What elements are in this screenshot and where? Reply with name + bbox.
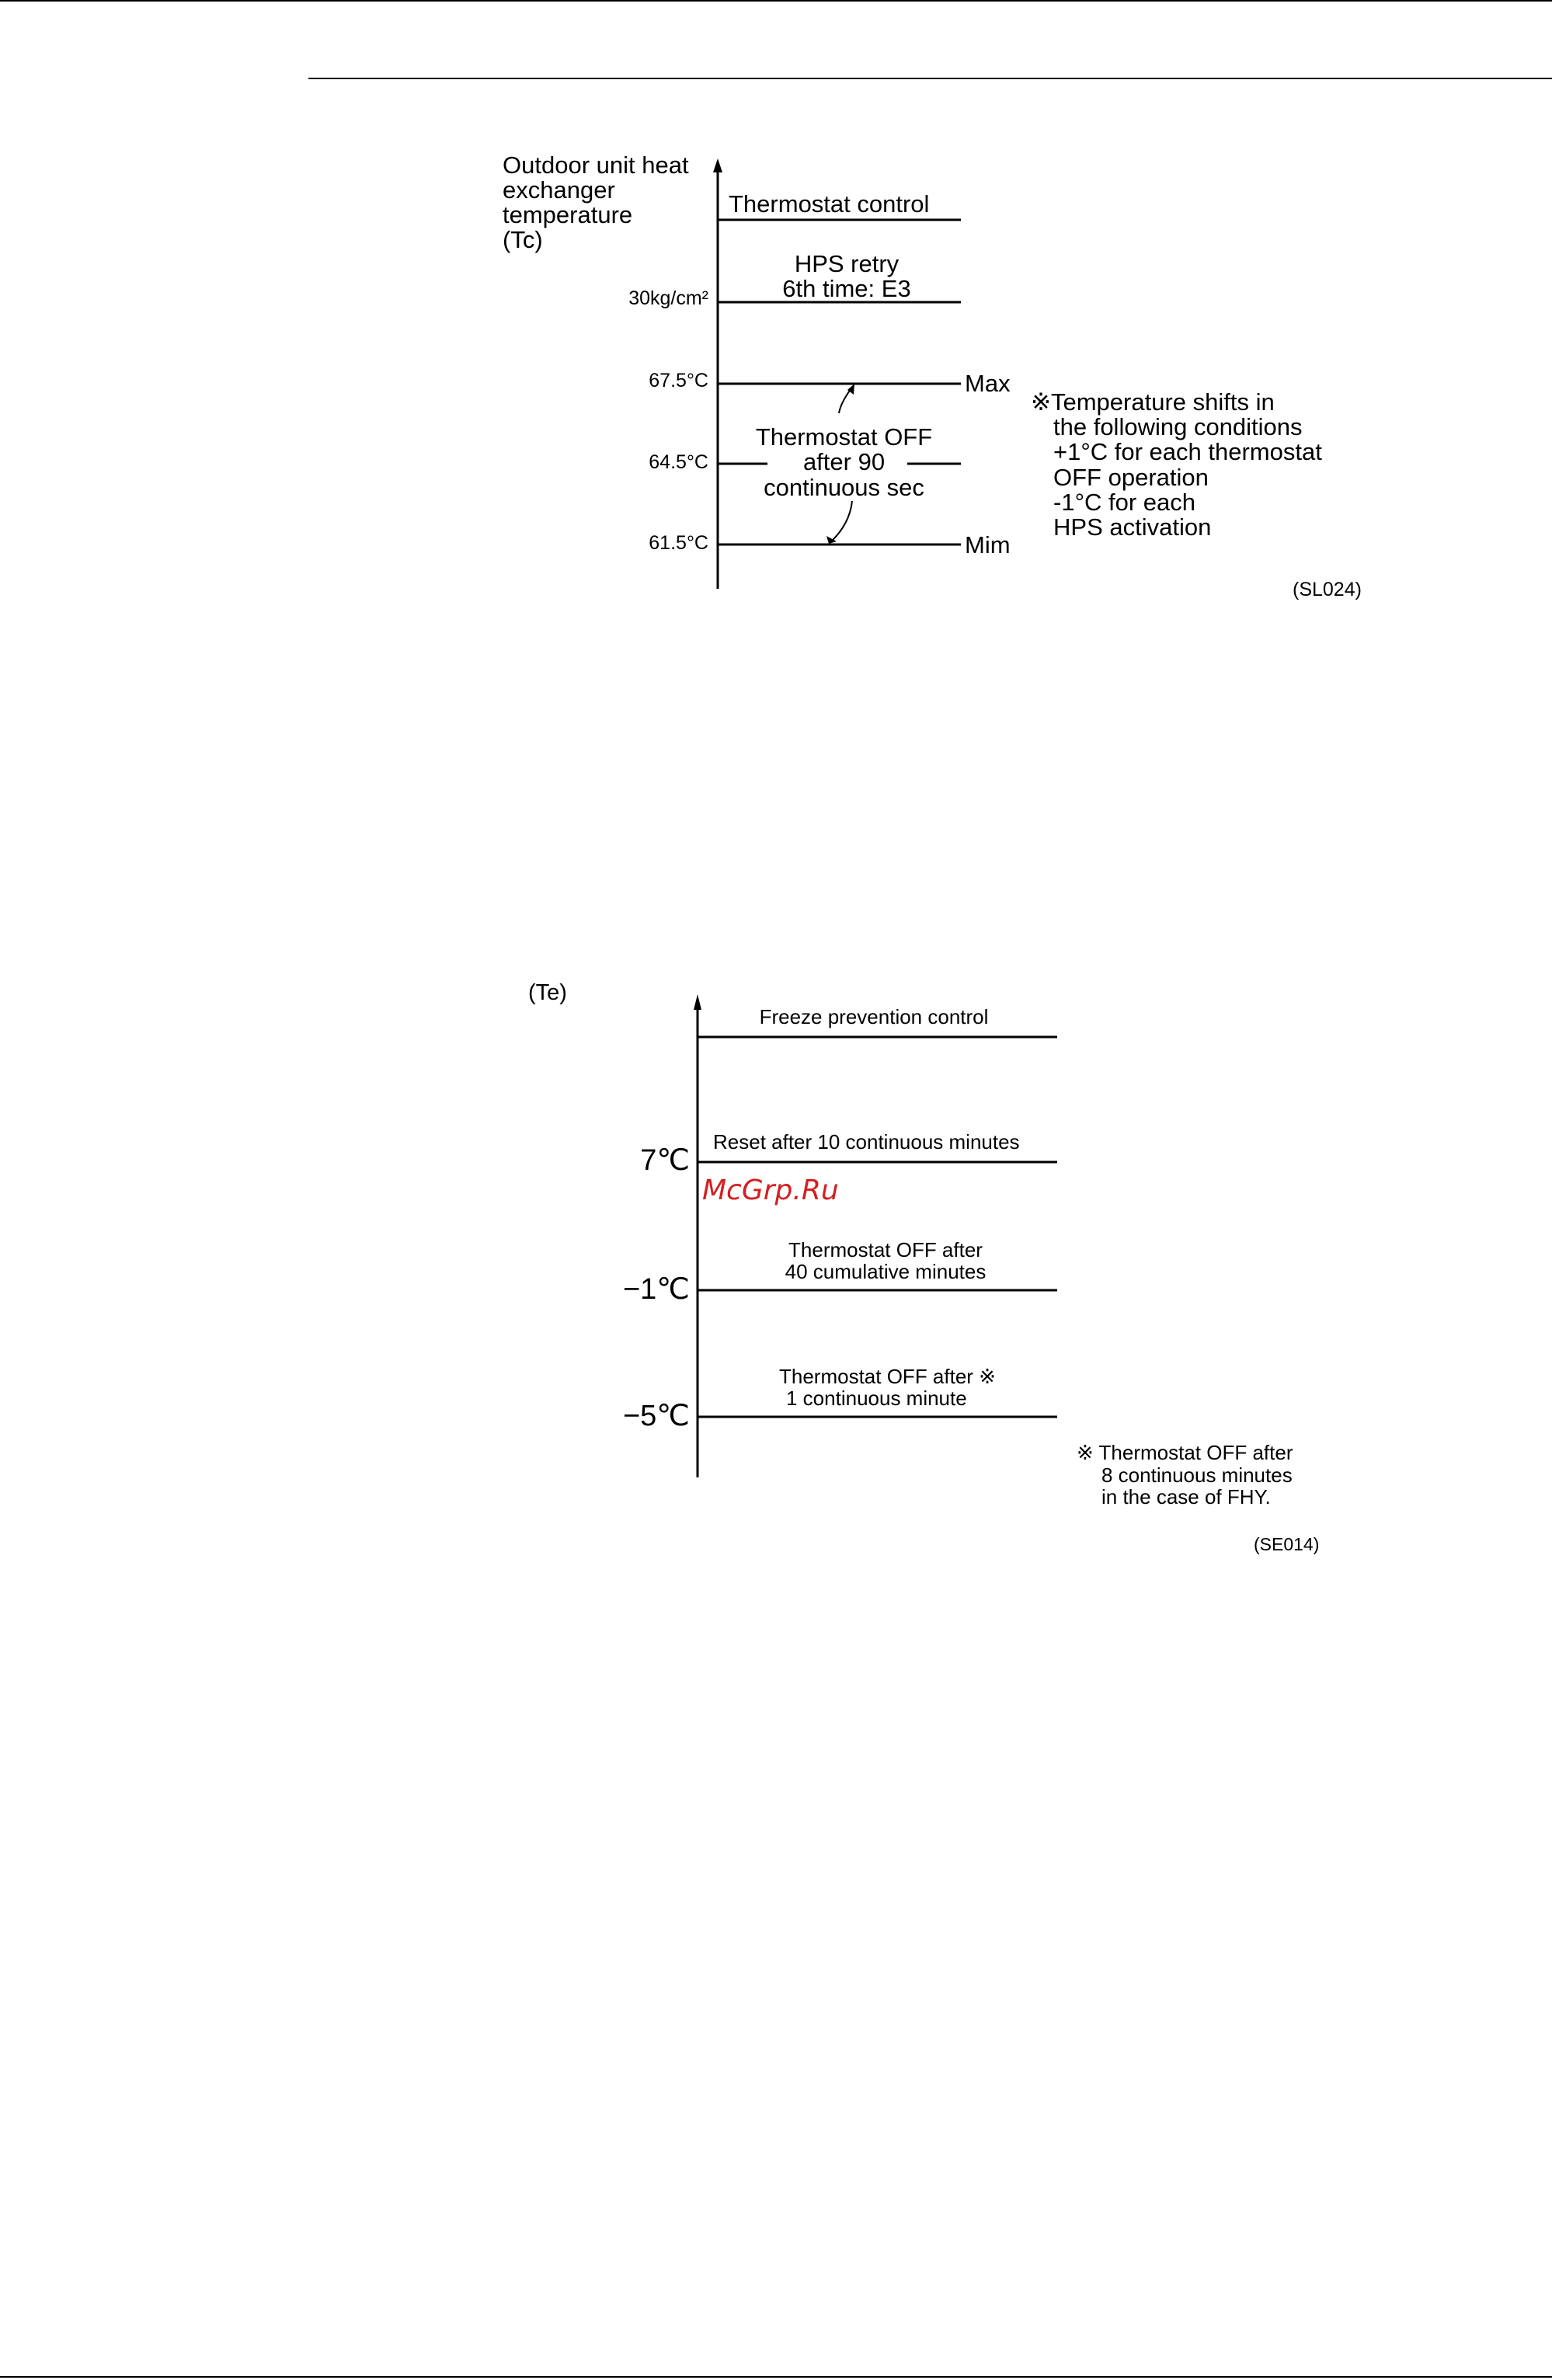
diagram1-zone-thermo-3: continuous sec xyxy=(764,474,924,501)
diagram2-level-7: 7℃ xyxy=(640,1144,690,1177)
diagram1-note-1: ※Temperature shifts in xyxy=(1031,388,1275,416)
diagram1-level-64: 64.5°C xyxy=(649,451,708,473)
diagram1-level-61: 61.5°C xyxy=(649,532,708,554)
diagram1-note-5: -1°C for each xyxy=(1053,489,1195,516)
diagram1-ylabel-4: (Tc) xyxy=(503,226,543,253)
watermark: McGrp.Ru xyxy=(702,1174,839,1206)
diagram1-zone-hps-1: HPS retry xyxy=(794,250,900,277)
diagram1-ylabel-1: Outdoor unit heat xyxy=(503,151,689,179)
diagram2-note-2: 8 continuous minutes xyxy=(1101,1463,1293,1487)
diagram2-code: (SE014) xyxy=(1254,1534,1320,1554)
diagram1-note-3: +1°C for each thermostat xyxy=(1053,438,1322,465)
diagram1-zone-thermo-1: Thermostat OFF xyxy=(755,423,933,451)
diagram1-note-4: OFF operation xyxy=(1053,464,1209,491)
diagram2-axis-label: (Te) xyxy=(528,980,567,1005)
diagram2-note-3: in the case of FHY. xyxy=(1101,1485,1271,1508)
diagram1-marker-min: Mim xyxy=(965,531,1011,558)
diagram2-zone-40-1: Thermostat OFF after xyxy=(788,1238,983,1261)
diagram1-zone-thermostat-control: Thermostat control xyxy=(729,190,930,217)
diagram1-ylabel-2: exchanger xyxy=(503,176,615,204)
diagram2-level-minus5: −5℃ xyxy=(622,1400,690,1432)
diagram2-zone-1-2: 1 continuous minute xyxy=(786,1387,967,1410)
diagram1-zone-hps-2: 6th time: E3 xyxy=(782,275,911,302)
diagram2-zone-freeze: Freeze prevention control xyxy=(759,1005,989,1028)
diagram2-zone-reset: Reset after 10 continuous minutes xyxy=(713,1130,1020,1153)
diagram2-note-1: ※ Thermostat OFF after xyxy=(1077,1441,1293,1464)
diagram2-zone-1-1: Thermostat OFF after ※ xyxy=(779,1365,996,1388)
diagram1-note-2: the following conditions xyxy=(1053,413,1303,440)
diagram1-level-67: 67.5°C xyxy=(649,370,708,391)
diagram1-zone-thermo-2: after 90 xyxy=(802,448,886,475)
diagram1-ylabel-3: temperature xyxy=(503,201,633,228)
diagram1-code: (SL024) xyxy=(1293,579,1362,600)
diagram1-marker-max: Max xyxy=(965,370,1011,397)
diagram2-level-minus1: −1℃ xyxy=(622,1273,690,1306)
diagram1-level-30kg: 30kg/cm² xyxy=(628,287,708,309)
diagram2-zone-40-2: 40 cumulative minutes xyxy=(785,1260,987,1283)
diagram1-note-6: HPS activation xyxy=(1053,513,1212,541)
